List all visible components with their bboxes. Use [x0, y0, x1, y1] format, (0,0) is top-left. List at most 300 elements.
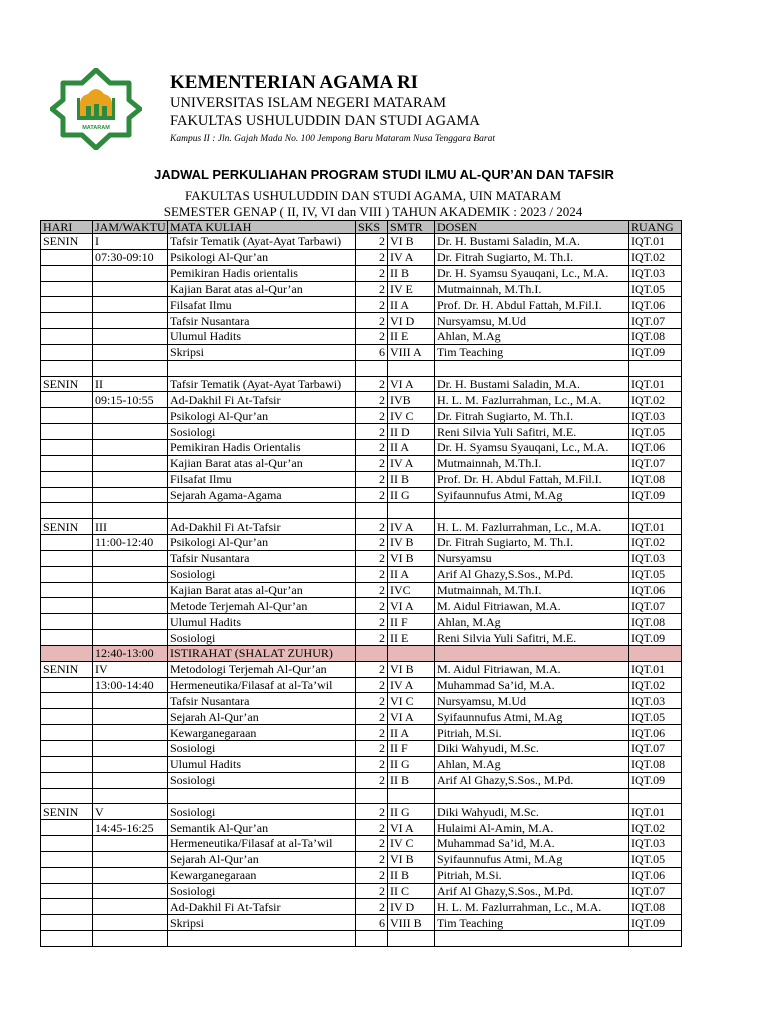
jam-waktu-cell	[93, 883, 168, 899]
dosen-cell: M. Aidul Fitriawan, M.A.	[435, 598, 629, 614]
table-row	[41, 439, 682, 455]
table-row	[41, 836, 682, 852]
sks-cell: 2	[356, 471, 388, 487]
sks-cell: 2	[356, 804, 388, 820]
hari-cell	[41, 820, 93, 836]
hari-cell	[41, 487, 93, 503]
mata-kuliah-cell: Ulumul Hadits	[168, 329, 356, 345]
mata-kuliah-cell: Ulumul Hadits	[168, 614, 356, 630]
hari-cell	[41, 550, 93, 566]
hari-cell	[41, 867, 93, 883]
smtr-cell: II G	[388, 804, 435, 820]
ruang-cell: IQT.09	[629, 487, 682, 503]
table-row	[41, 582, 682, 598]
smtr-cell: II B	[388, 265, 435, 281]
ruang-cell: IQT.07	[629, 598, 682, 614]
mata-kuliah-cell: Tafsir Nusantara	[168, 693, 356, 709]
mata-kuliah-cell: Sosiologi	[168, 741, 356, 757]
smtr-cell: II A	[388, 439, 435, 455]
header-smtr: SMTR	[388, 221, 435, 234]
header-sks: SKS	[356, 221, 388, 234]
ruang-cell: IQT.01	[629, 661, 682, 677]
spacer-cell	[93, 360, 168, 376]
hari-cell	[41, 630, 93, 646]
ruang-cell: IQT.06	[629, 297, 682, 313]
mata-kuliah-cell: Psikologi Al-Qur’an	[168, 535, 356, 551]
hari-cell	[41, 455, 93, 471]
dosen-cell: Syifaunnufus Atmi, M.Ag	[435, 709, 629, 725]
spacer-row	[41, 503, 682, 519]
dosen-cell: Nursyamsu, M.Ud	[435, 313, 629, 329]
spacer-cell	[41, 503, 93, 519]
mata-kuliah-cell: Sejarah Al-Qur’an	[168, 851, 356, 867]
jam-waktu-cell	[93, 614, 168, 630]
ruang-cell: IQT.09	[629, 772, 682, 788]
spacer-cell	[629, 503, 682, 519]
sks-cell: 2	[356, 899, 388, 915]
smtr-cell: VIII B	[388, 915, 435, 931]
smtr-cell: II B	[388, 471, 435, 487]
jam-waktu-cell	[93, 424, 168, 440]
ruang-cell: IQT.09	[629, 915, 682, 931]
spacer-cell	[435, 788, 629, 804]
mata-kuliah-cell: Sosiologi	[168, 772, 356, 788]
mata-kuliah-cell: Semantik Al-Qur’an	[168, 820, 356, 836]
hari-cell	[41, 408, 93, 424]
ruang-cell: IQT.05	[629, 851, 682, 867]
ruang-cell: IQT.07	[629, 313, 682, 329]
sks-cell: 2	[356, 693, 388, 709]
jam-waktu-cell	[93, 455, 168, 471]
table-row	[41, 249, 682, 265]
jam-waktu-cell	[93, 344, 168, 360]
mata-kuliah-cell: Metode Terjemah Al-Qur’an	[168, 598, 356, 614]
jam-waktu-cell	[93, 265, 168, 281]
header-ruang: RUANG	[629, 221, 682, 234]
hari-cell	[41, 677, 93, 693]
sks-cell: 2	[356, 582, 388, 598]
hari-cell	[41, 836, 93, 852]
sks-cell: 2	[356, 455, 388, 471]
sks-cell: 2	[356, 281, 388, 297]
sks-cell: 2	[356, 836, 388, 852]
table-row	[41, 487, 682, 503]
smtr-cell: II F	[388, 741, 435, 757]
jam-waktu-cell	[93, 582, 168, 598]
smtr-cell: IV C	[388, 408, 435, 424]
hari-cell	[41, 424, 93, 440]
spacer-cell	[388, 503, 435, 519]
dosen-cell: Mutmainnah, M.Th.I.	[435, 281, 629, 297]
dosen-cell: Tim Teaching	[435, 915, 629, 931]
ruang-cell: IQT.05	[629, 281, 682, 297]
sks-cell: 2	[356, 820, 388, 836]
mata-kuliah-cell: Skripsi	[168, 344, 356, 360]
sks-cell: 2	[356, 772, 388, 788]
hari-cell	[41, 297, 93, 313]
table-row	[41, 867, 682, 883]
smtr-cell: IV A	[388, 455, 435, 471]
break-empty-cell	[435, 645, 629, 661]
mata-kuliah-cell: Kewarganegaraan	[168, 867, 356, 883]
sks-cell: 2	[356, 614, 388, 630]
dosen-cell: Ahlan, M.Ag	[435, 329, 629, 345]
smtr-cell: IV A	[388, 519, 435, 535]
spacer-row	[41, 360, 682, 376]
spacer-cell	[41, 788, 93, 804]
jam-waktu-cell: 09:15-10:55	[93, 392, 168, 408]
ruang-cell: IQT.05	[629, 566, 682, 582]
spacer-cell	[356, 503, 388, 519]
smtr-cell: II C	[388, 883, 435, 899]
smtr-cell: IVB	[388, 392, 435, 408]
hari-cell: SENIN	[41, 661, 93, 677]
jam-waktu-cell	[93, 899, 168, 915]
smtr-cell: IV C	[388, 836, 435, 852]
smtr-cell: II A	[388, 566, 435, 582]
hari-cell: SENIN	[41, 804, 93, 820]
table-row	[41, 550, 682, 566]
hari-cell	[41, 329, 93, 345]
jam-waktu-cell	[93, 408, 168, 424]
table-row	[41, 234, 682, 250]
sks-cell: 2	[356, 439, 388, 455]
sks-cell: 2	[356, 329, 388, 345]
smtr-cell: II F	[388, 614, 435, 630]
dosen-cell: Syifaunnufus Atmi, M.Ag	[435, 851, 629, 867]
dosen-cell: Diki Wahyudi, M.Sc.	[435, 741, 629, 757]
jam-waktu-cell	[93, 297, 168, 313]
smtr-cell: II E	[388, 329, 435, 345]
smtr-cell: II D	[388, 424, 435, 440]
dosen-cell: Diki Wahyudi, M.Sc.	[435, 804, 629, 820]
spacer-cell	[168, 788, 356, 804]
break-row	[41, 645, 682, 661]
sks-cell: 2	[356, 598, 388, 614]
ruang-cell: IQT.03	[629, 550, 682, 566]
dosen-cell: Reni Silvia Yuli Safitri, M.E.	[435, 424, 629, 440]
jam-waktu-cell: 13:00-14:40	[93, 677, 168, 693]
mata-kuliah-cell: Sosiologi	[168, 566, 356, 582]
table-row	[41, 820, 682, 836]
mata-kuliah-cell: Sejarah Agama-Agama	[168, 487, 356, 503]
break-empty-cell	[388, 645, 435, 661]
smtr-cell: II B	[388, 867, 435, 883]
sks-cell: 2	[356, 487, 388, 503]
hari-cell	[41, 915, 93, 931]
table-row	[41, 851, 682, 867]
mata-kuliah-cell: Sosiologi	[168, 883, 356, 899]
mata-kuliah-cell: Kajian Barat atas al-Qur’an	[168, 582, 356, 598]
document-subtitle-semester: SEMESTER GENAP ( II, IV, VI dan VIII ) TAHUN AKADEMIK : 2023 / 2024	[163, 204, 583, 219]
sks-cell: 2	[356, 661, 388, 677]
smtr-cell: II A	[388, 725, 435, 741]
dosen-cell: Pitriah, M.Si.	[435, 867, 629, 883]
smtr-cell: VI B	[388, 661, 435, 677]
sks-cell: 2	[356, 709, 388, 725]
break-empty-cell	[629, 645, 682, 661]
dosen-cell: Arif Al Ghazy,S.Sos., M.Pd.	[435, 883, 629, 899]
hari-cell	[41, 313, 93, 329]
table-row	[41, 329, 682, 345]
hari-cell	[41, 883, 93, 899]
spacer-cell	[356, 360, 388, 376]
hari-cell	[41, 725, 93, 741]
hari-cell	[41, 249, 93, 265]
dosen-cell: Arif Al Ghazy,S.Sos., M.Pd.	[435, 772, 629, 788]
mata-kuliah-cell: Sosiologi	[168, 424, 356, 440]
table-row	[41, 899, 682, 915]
dosen-cell: Ahlan, M.Ag	[435, 614, 629, 630]
ruang-cell: IQT.07	[629, 741, 682, 757]
dosen-cell: Prof. Dr. H. Abdul Fattah, M.Fil.I.	[435, 471, 629, 487]
smtr-cell: VI A	[388, 709, 435, 725]
table-row	[41, 693, 682, 709]
sks-cell: 2	[356, 851, 388, 867]
dosen-cell: Dr. Fitrah Sugiarto, M. Th.I.	[435, 535, 629, 551]
ruang-cell: IQT.03	[629, 693, 682, 709]
jam-waktu-cell	[93, 598, 168, 614]
hari-cell	[41, 614, 93, 630]
sks-cell: 2	[356, 313, 388, 329]
table-header-row	[41, 221, 682, 234]
table-row	[41, 344, 682, 360]
table-row	[41, 725, 682, 741]
header-jam-waktu: JAM/WAKTU	[93, 221, 168, 234]
spacer-cell	[629, 788, 682, 804]
spacer-cell	[168, 360, 356, 376]
mata-kuliah-cell: Ad-Dakhil Fi At-Tafsir	[168, 899, 356, 915]
sks-cell: 2	[356, 392, 388, 408]
spacer-cell	[388, 788, 435, 804]
mata-kuliah-cell: Tafsir Tematik (Ayat-Ayat Tarbawi)	[168, 376, 356, 392]
smtr-cell: VI D	[388, 313, 435, 329]
dosen-cell: Pitriah, M.Si.	[435, 725, 629, 741]
header-mata-kuliah: MATA KULIAH	[168, 221, 356, 234]
jam-waktu-cell	[93, 471, 168, 487]
hari-cell: SENIN	[41, 376, 93, 392]
ruang-cell: IQT.02	[629, 677, 682, 693]
table-row	[41, 376, 682, 392]
mata-kuliah-cell: Ulumul Hadits	[168, 756, 356, 772]
sks-cell: 2	[356, 883, 388, 899]
dosen-cell: Reni Silvia Yuli Safitri, M.E.	[435, 630, 629, 646]
jam-waktu-cell	[93, 915, 168, 931]
hari-cell	[41, 566, 93, 582]
uin-mataram-logo	[50, 68, 142, 150]
table-row	[41, 424, 682, 440]
dosen-cell: Tim Teaching	[435, 344, 629, 360]
jam-waktu-cell	[93, 756, 168, 772]
table-row	[41, 772, 682, 788]
break-day-cell	[41, 645, 93, 661]
table-row	[41, 297, 682, 313]
sks-cell: 2	[356, 249, 388, 265]
smtr-cell: IVC	[388, 582, 435, 598]
dosen-cell: Dr. H. Bustami Saladin, M.A.	[435, 234, 629, 250]
jam-waktu-cell	[93, 487, 168, 503]
table-row	[41, 566, 682, 582]
dosen-cell: M. Aidul Fitriawan, M.A.	[435, 661, 629, 677]
sks-cell: 2	[356, 519, 388, 535]
mata-kuliah-cell: Sosiologi	[168, 804, 356, 820]
jam-waktu-cell	[93, 550, 168, 566]
ruang-cell: IQT.05	[629, 424, 682, 440]
smtr-cell: VI A	[388, 598, 435, 614]
ruang-cell: IQT.03	[629, 836, 682, 852]
table-row	[41, 408, 682, 424]
jam-waktu-cell: V	[93, 804, 168, 820]
smtr-cell: VI A	[388, 376, 435, 392]
spacer-cell	[435, 360, 629, 376]
mata-kuliah-cell: Kajian Barat atas al-Qur’an	[168, 281, 356, 297]
spacer-cell	[629, 931, 682, 947]
spacer-cell	[93, 788, 168, 804]
hari-cell: SENIN	[41, 519, 93, 535]
jam-waktu-cell	[93, 329, 168, 345]
hari-cell	[41, 582, 93, 598]
sks-cell: 2	[356, 376, 388, 392]
hari-cell	[41, 899, 93, 915]
sks-cell: 2	[356, 297, 388, 313]
table-row	[41, 313, 682, 329]
mata-kuliah-cell: Kajian Barat atas al-Qur’an	[168, 455, 356, 471]
spacer-cell	[93, 931, 168, 947]
sks-cell: 2	[356, 424, 388, 440]
smtr-cell: VI A	[388, 820, 435, 836]
jam-waktu-cell: II	[93, 376, 168, 392]
jam-waktu-cell	[93, 313, 168, 329]
table-row	[41, 661, 682, 677]
sks-cell: 2	[356, 535, 388, 551]
spacer-cell	[41, 360, 93, 376]
sks-cell: 2	[356, 867, 388, 883]
dosen-cell: Dr. H. Bustami Saladin, M.A.	[435, 376, 629, 392]
mata-kuliah-cell: Sosiologi	[168, 630, 356, 646]
ruang-cell: IQT.01	[629, 519, 682, 535]
jam-waktu-cell	[93, 709, 168, 725]
jam-waktu-cell	[93, 566, 168, 582]
spacer-cell	[388, 360, 435, 376]
dosen-cell: Dr. Fitrah Sugiarto, M. Th.I.	[435, 408, 629, 424]
mata-kuliah-cell: Tafsir Tematik (Ayat-Ayat Tarbawi)	[168, 234, 356, 250]
smtr-cell: IV D	[388, 899, 435, 915]
table-row	[41, 471, 682, 487]
spacer-cell	[388, 931, 435, 947]
mata-kuliah-cell: Psikologi Al-Qur’an	[168, 408, 356, 424]
sks-cell: 2	[356, 265, 388, 281]
ruang-cell: IQT.08	[629, 756, 682, 772]
dosen-cell: Muhammad Sa’id, M.A.	[435, 677, 629, 693]
table-row	[41, 741, 682, 757]
ruang-cell: IQT.07	[629, 883, 682, 899]
ministry-name: KEMENTERIAN AGAMA RI	[170, 72, 419, 93]
smtr-cell: IV A	[388, 249, 435, 265]
smtr-cell: II E	[388, 630, 435, 646]
sks-cell: 2	[356, 725, 388, 741]
jam-waktu-cell	[93, 851, 168, 867]
table-row	[41, 455, 682, 471]
smtr-cell: II G	[388, 487, 435, 503]
spacer-cell	[356, 931, 388, 947]
spacer-row	[41, 931, 682, 947]
faculty-name: FAKULTAS USHULUDDIN DAN STUDI AGAMA	[170, 113, 480, 129]
jam-waktu-cell	[93, 741, 168, 757]
ruang-cell: IQT.02	[629, 249, 682, 265]
ruang-cell: IQT.08	[629, 471, 682, 487]
ruang-cell: IQT.01	[629, 376, 682, 392]
smtr-cell: VI C	[388, 693, 435, 709]
jam-waktu-cell: III	[93, 519, 168, 535]
jam-waktu-cell	[93, 772, 168, 788]
document-subtitle-faculty: FAKULTAS USHULUDDIN DAN STUDI AGAMA, UIN MATARAM	[184, 188, 562, 203]
sks-cell: 2	[356, 566, 388, 582]
campus-address: Kampus II : Jln. Gajah Mada No. 100 Jempong Baru Mataram Nusa Tenggara Barat	[170, 134, 496, 144]
schedule-table	[40, 220, 682, 947]
hari-cell	[41, 741, 93, 757]
mata-kuliah-cell: Ad-Dakhil Fi At-Tafsir	[168, 519, 356, 535]
smtr-cell: IV E	[388, 281, 435, 297]
university-name: UNIVERSITAS ISLAM NEGERI MATARAM	[170, 95, 447, 111]
hari-cell	[41, 265, 93, 281]
dosen-cell: Arif Al Ghazy,S.Sos., M.Pd.	[435, 566, 629, 582]
spacer-cell	[168, 931, 356, 947]
dosen-cell: Mutmainnah, M.Th.I.	[435, 455, 629, 471]
ruang-cell: IQT.06	[629, 725, 682, 741]
hari-cell	[41, 392, 93, 408]
jam-waktu-cell	[93, 836, 168, 852]
sks-cell: 2	[356, 408, 388, 424]
jam-waktu-cell: 07:30-09:10	[93, 249, 168, 265]
hari-cell	[41, 851, 93, 867]
jam-waktu-cell	[93, 439, 168, 455]
hari-cell	[41, 344, 93, 360]
table-row	[41, 281, 682, 297]
dosen-cell: Dr. H. Syamsu Syauqani, Lc., M.A.	[435, 265, 629, 281]
dosen-cell: Dr. H. Syamsu Syauqani, Lc., M.A.	[435, 439, 629, 455]
spacer-cell	[629, 360, 682, 376]
ruang-cell: IQT.01	[629, 804, 682, 820]
table-row	[41, 677, 682, 693]
spacer-row	[41, 788, 682, 804]
ruang-cell: IQT.06	[629, 582, 682, 598]
ruang-cell: IQT.02	[629, 820, 682, 836]
jam-waktu-cell: IV	[93, 661, 168, 677]
ruang-cell: IQT.03	[629, 265, 682, 281]
smtr-cell: VI B	[388, 550, 435, 566]
ruang-cell: IQT.03	[629, 408, 682, 424]
dosen-cell: Hulaimi Al-Amin, M.A.	[435, 820, 629, 836]
table-row	[41, 804, 682, 820]
smtr-cell: VI B	[388, 851, 435, 867]
mata-kuliah-cell: Filsafat Ilmu	[168, 297, 356, 313]
table-row	[41, 915, 682, 931]
ruang-cell: IQT.09	[629, 344, 682, 360]
mata-kuliah-cell: Tafsir Nusantara	[168, 550, 356, 566]
break-empty-cell	[356, 645, 388, 661]
smtr-cell: II B	[388, 772, 435, 788]
dosen-cell: H. L. M. Fazlurrahman, Lc., M.A.	[435, 899, 629, 915]
dosen-cell: Nursyamsu	[435, 550, 629, 566]
mata-kuliah-cell: Metodologi Terjemah Al-Qur’an	[168, 661, 356, 677]
dosen-cell: Dr. Fitrah Sugiarto, M. Th.I.	[435, 249, 629, 265]
spacer-cell	[41, 931, 93, 947]
jam-waktu-cell	[93, 281, 168, 297]
hari-cell	[41, 598, 93, 614]
ruang-cell: IQT.08	[629, 899, 682, 915]
dosen-cell: H. L. M. Fazlurrahman, Lc., M.A.	[435, 519, 629, 535]
dosen-cell: Prof. Dr. H. Abdul Fattah, M.Fil.I.	[435, 297, 629, 313]
